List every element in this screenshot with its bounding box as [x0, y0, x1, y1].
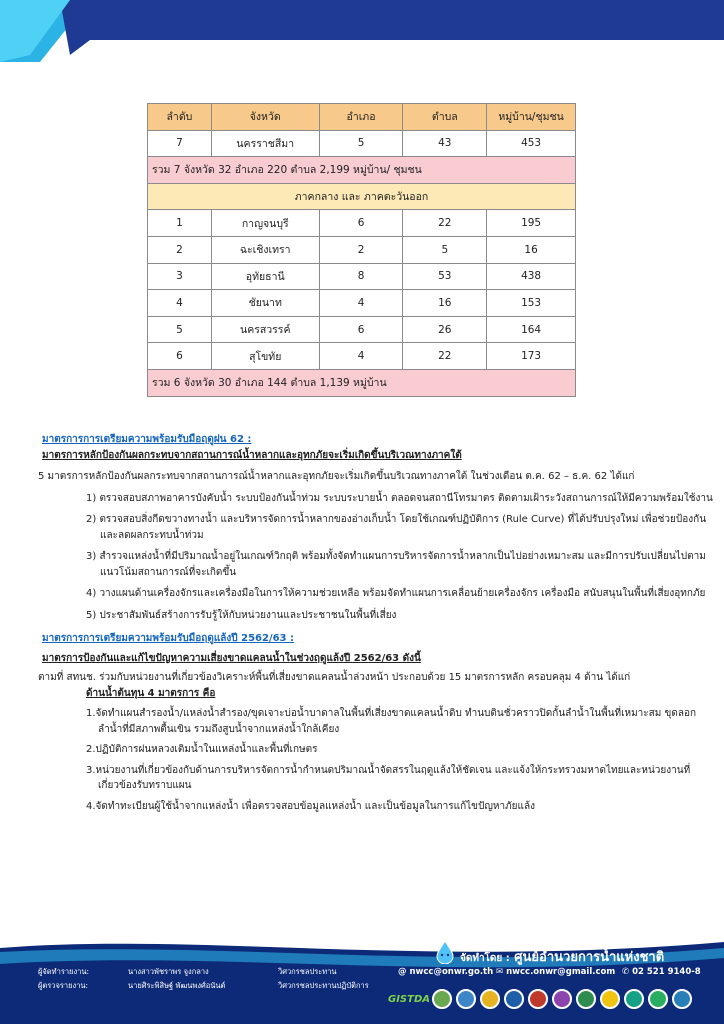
partner-logo-icon	[600, 989, 620, 1009]
cell-order: 2	[148, 236, 212, 263]
cell-province: กาญจนบุรี	[211, 210, 319, 237]
cell-district: 6	[319, 210, 403, 237]
cell-subdistrict: 22	[403, 210, 487, 237]
header-order: ลำดับ	[148, 104, 212, 131]
cell-subdistrict: 5	[403, 236, 487, 263]
cell-province: อุทัยธานี	[211, 263, 319, 290]
header-district: อำเภอ	[319, 104, 403, 131]
list-item: 2) ตรวจสอบสิ่งกีดขวางทางน้ำ และบริหารจัดการน้ำหลากของอ่างเก็บน้ำ โดยใช้เกณฑ์ปฏิบัติการ (Rule Curve) ที่ได้ปรับปรุงใหม่ เพื่อช่วยป้องกันและลดผลกระทบน้ำท่วม	[86, 514, 707, 541]
section-subheading-rainy: มาตรการหลักป้องกันผลกระทบจากสถานการณ์น้ำหลากและอุทกภัยจะเริ่มเกิดขึ้นบริเวณทางภาคใต้	[42, 449, 462, 461]
checker-role: วิศวกรชลประทานปฏิบัติการ	[278, 981, 369, 990]
cell-subdistrict: 26	[403, 316, 487, 343]
cell-order: 7	[148, 130, 212, 157]
cell-district: 4	[319, 343, 403, 370]
brand-name: ศูนย์อำนวยการน้ำแห่งชาติ	[514, 950, 665, 965]
partner-logo-icon	[672, 989, 692, 1009]
group-title: ด้านน้ำต้นทุน 4 มาตรการ คือ	[86, 687, 216, 699]
list-item: 1.จัดทำแผนสำรองน้ำ/แหล่งน้ำสำรอง/ขุดเจาะบ่อน้ำบาดาลในพื้นที่เสี่ยงขาดแคลนน้ำดิบ ทำนบดินชั่วคราวปิดกั้นลำน้ำในพื้นที่เหมาะสม ขุดลอกลำน้ำที่มีสภาพตื้นเขิน รวมถึงสูบน้ำจากแหล่งน้ำใกล้เคียง	[86, 708, 697, 735]
list-item: 3) สำรวจแหล่งน้ำที่มีปริมาณน้ำอยู่ในเกณฑ์วิกฤติ พร้อมทั้งจัดทำแผนการบริหารจัดการน้ำหลากเป็นไปอย่างเหมาะสม และมีการปรับเปลี่ยนไปตามแนวโน้มสถานการณ์ที่จะเกิดขึ้น	[86, 551, 706, 578]
list-item: 2.ปฏิบัติการฝนหลวงเติมน้ำในแหล่งน้ำและพื้นที่เกษตร	[86, 744, 318, 755]
cell-village: 164	[487, 316, 576, 343]
partner-logo-icon	[552, 989, 572, 1009]
brand-block	[460, 946, 724, 967]
mail-icon: ✉	[496, 967, 504, 977]
partner-logo-icon	[432, 989, 452, 1009]
cell-order: 3	[148, 263, 212, 290]
partner-logo-icon	[528, 989, 548, 1009]
cell-order: 6	[148, 343, 212, 370]
cell-subdistrict: 53	[403, 263, 487, 290]
cell-district: 4	[319, 290, 403, 317]
cell-order: 4	[148, 290, 212, 317]
region-label: ภาคกลาง และ ภาคตะวันออก	[148, 183, 576, 210]
cell-province: นครสวรรค์	[211, 316, 319, 343]
cell-village: 438	[487, 263, 576, 290]
partner-logo-icon	[480, 989, 500, 1009]
cell-district: 8	[319, 263, 403, 290]
cell-village: 153	[487, 290, 576, 317]
cell-district: 2	[319, 236, 403, 263]
list-item: 4) วางแผนด้านเครื่องจักรและเครื่องมือในการให้ความช่วยเหลือ พร้อมจัดทำแผนการเคลื่อนย้ายเครื่องจักร เครื่องมือ สนับสนุนในพื้นที่เสี่ยงอุทกภัย	[86, 588, 706, 599]
summary-text: รวม 6 จังหวัด 30 อำเภอ 144 ตำบล 1,139 หมู่บ้าน	[148, 369, 576, 396]
cell-district: 6	[319, 316, 403, 343]
web-text: nwcc@onwr.go.th	[409, 967, 494, 977]
web-contact[interactable]	[398, 967, 493, 977]
cell-order: 1	[148, 210, 212, 237]
checker-label: ผู้ตรวจรายงาน:	[38, 981, 89, 990]
gistda-logo: GISTDA	[388, 993, 430, 1005]
section-subheading-dry: มาตรการป้องกันและแก้ไขปัญหาความเสี่ยงขาดแคลนน้ำในช่วงฤดูแล้งปี 2562/63 ดังนี้	[42, 652, 421, 664]
table-header-row	[148, 104, 576, 131]
reporter-role: วิศวกรชลประทาน	[278, 967, 337, 976]
email-text: nwcc.onwr@gmail.com	[506, 967, 616, 977]
table-row	[148, 236, 576, 263]
summary-row	[148, 369, 576, 396]
phone-contact[interactable]	[622, 967, 701, 977]
cell-subdistrict: 22	[403, 343, 487, 370]
section-heading-dry[interactable]: มาตรการการเตรียมความพร้อมรับมือฤดูแล้งปี 2562/63 :	[42, 633, 294, 644]
checker-name: นายศิระพิสิษฐ์ พัฒนพงศ์อนันต์	[128, 981, 226, 990]
list-item: 1) ตรวจสอบสภาพอาคารบังคับน้ำ ระบบป้องกันน้ำท่วม ระบบระบายน้ำ ตลอดจนสถานีโทรมาตร ติดตามเฝ้าระวังสถานการณ์ให้มีความพร้อมใช้งาน	[86, 492, 713, 504]
list-item: 5) ประชาสัมพันธ์สร้างการรับรู้ให้กับหน่วยงานและประชาชนในพื้นที่เสี่ยง	[86, 609, 397, 621]
table-row	[148, 130, 576, 157]
cell-village: 173	[487, 343, 576, 370]
top-banner	[0, 0, 724, 62]
cell-province: สุโขทัย	[211, 343, 319, 370]
cell-province: ฉะเชิงเทรา	[211, 236, 319, 263]
cell-subdistrict: 43	[403, 130, 487, 157]
section-intro-rainy: 5 มาตรการหลักป้องกันผลกระทบจากสถานการณ์น้ำหลากและอุทกภัยจะเริ่มเกิดขึ้นบริเวณทางภาคใต้ ในช่วงเดือน ต.ค. 62 – ธ.ค. 62 ได้แก่	[38, 471, 635, 482]
cell-village: 16	[487, 236, 576, 263]
cell-district: 5	[319, 130, 403, 157]
partner-logos	[390, 986, 720, 1012]
header-province: จังหวัด	[211, 104, 319, 131]
table-row	[148, 316, 576, 343]
partner-logo-icon	[456, 989, 476, 1009]
cell-province: นครราชสีมา	[211, 130, 319, 157]
list-item: 3.หน่วยงานที่เกี่ยวข้องกับด้านการบริหารจัดการน้ำกำหนดปริมาณน้ำจัดสรรในฤดูแล้งให้ชัดเจน และแจ้งให้กระทรวงมหาดไทยและหน่วยงานที่ เกี่ยวข้องรับทราบแผน	[86, 764, 691, 791]
cell-province: ชัยนาท	[211, 290, 319, 317]
checker-line	[38, 980, 369, 992]
section-heading-rainy[interactable]: มาตรการการเตรียมความพร้อมรับมือฤดูฝน 62 :	[42, 434, 252, 445]
partner-logo-icon	[648, 989, 668, 1009]
cell-order: 5	[148, 316, 212, 343]
email-contact[interactable]	[496, 967, 615, 977]
section-intro-dry: ตามที่ สทนช. ร่วมกับหน่วยงานที่เกี่ยวข้องวิเคราะห์พื้นที่เสี่ยงขาดแคลนน้ำล่วงหน้า ประกอบด้วย 15 มาตรการหลัก ครอบคลุม 4 ด้าน ได้แก่	[38, 672, 631, 683]
phone-text: 02 521 9140-8	[632, 967, 701, 977]
region-row	[148, 183, 576, 210]
reporter-label: ผู้จัดทำรายงาน:	[38, 967, 89, 976]
partner-logo-icon	[504, 989, 524, 1009]
table-row	[148, 343, 576, 370]
water-drop-icon	[434, 940, 456, 964]
table-row	[148, 290, 576, 317]
table-row	[148, 263, 576, 290]
at-icon: @	[398, 967, 407, 977]
partner-logo-icon	[576, 989, 596, 1009]
list-item: 4.จัดทำทะเบียนผู้ใช้น้ำจากแหล่งน้ำ เพื่อตรวจสอบข้อมูลแหล่งน้ำ และเป็นข้อมูลในการแก้ไขปัญหาภัยแล้ง	[86, 800, 535, 812]
cell-village: 195	[487, 210, 576, 237]
table-row	[148, 210, 576, 237]
summary-row	[148, 157, 576, 184]
reporter-line	[38, 966, 337, 978]
province-table	[147, 103, 576, 397]
summary-text: รวม 7 จังหวัด 32 อำเภอ 220 ตำบล 2,199 หมู่บ้าน/ ชุมชน	[148, 157, 576, 184]
header-village: หมู่บ้าน/ชุมชน	[487, 104, 576, 131]
partner-logo-icon	[624, 989, 644, 1009]
banner-wave	[0, 0, 724, 62]
header-subdistrict: ตำบล	[403, 104, 487, 131]
cell-village: 453	[487, 130, 576, 157]
document-body	[38, 432, 714, 814]
brand-prefix: จัดทำโดย :	[460, 953, 510, 964]
cell-subdistrict: 16	[403, 290, 487, 317]
reporter-name: นางสาวพัชราพร จูงกลาง	[128, 967, 209, 976]
phone-icon: ✆	[622, 967, 630, 977]
